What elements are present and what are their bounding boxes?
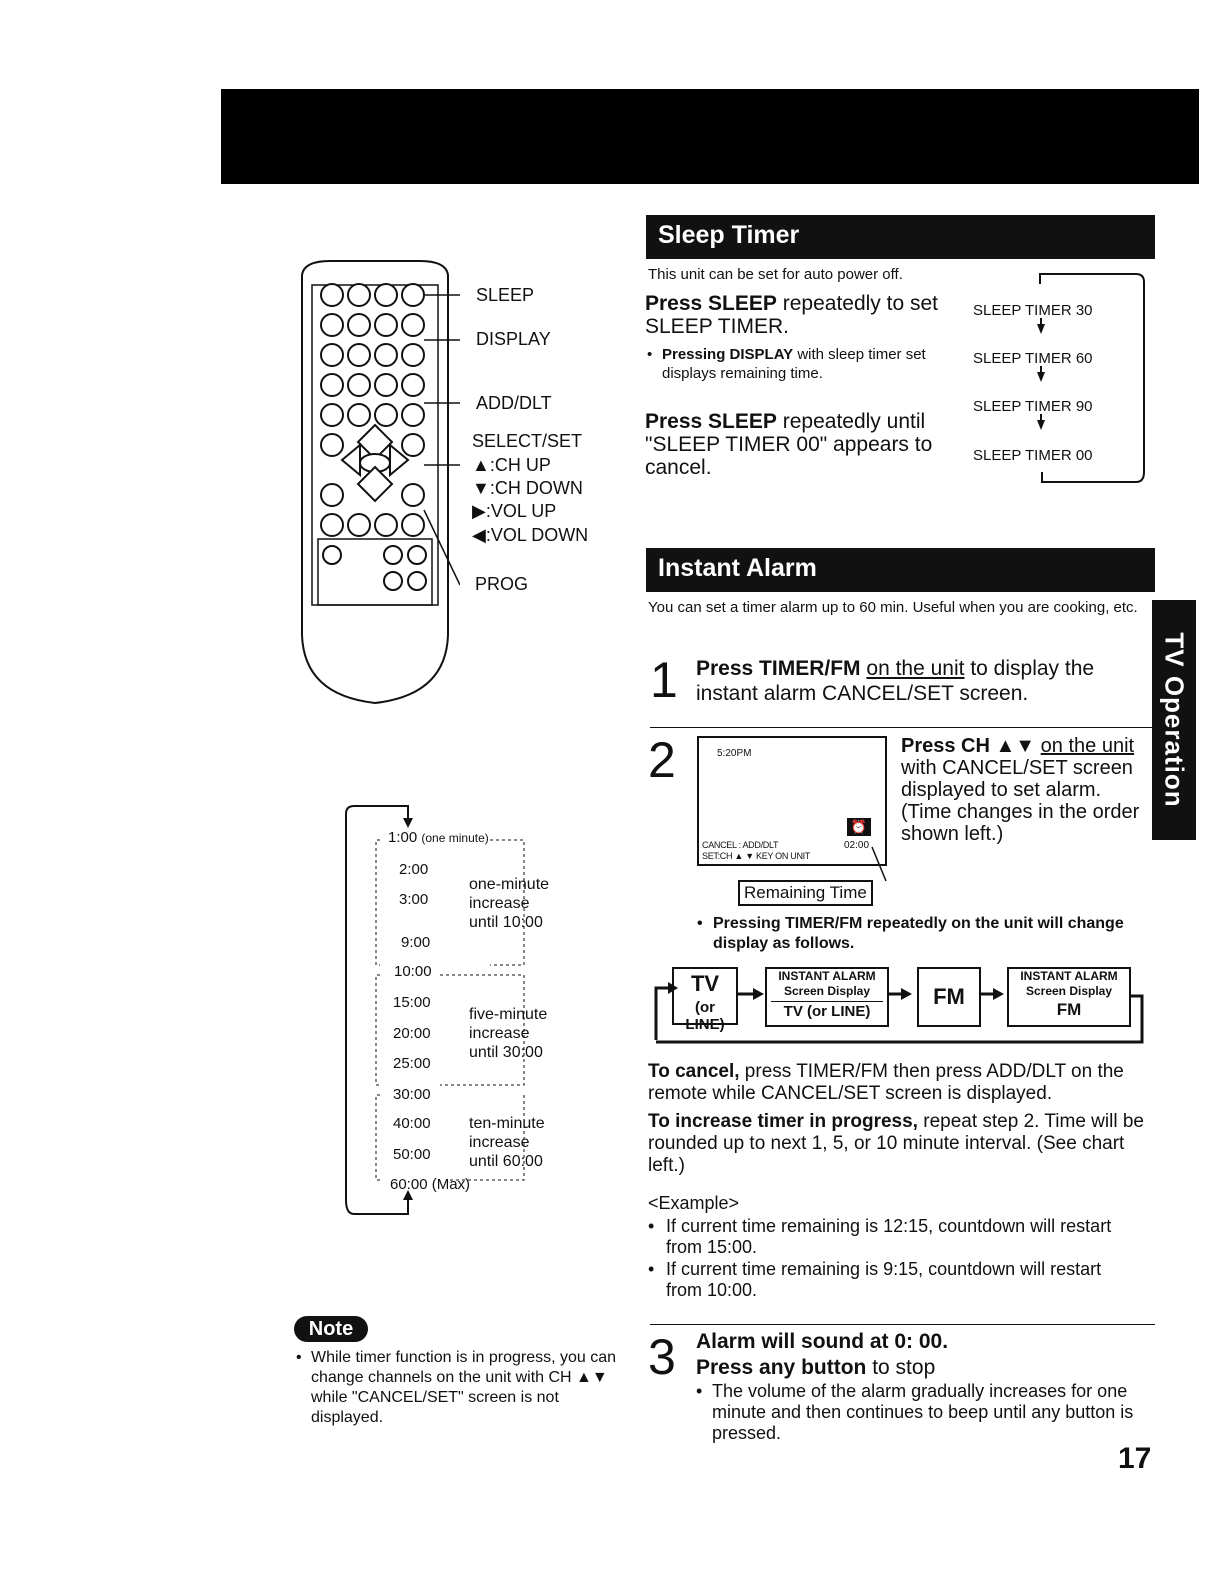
remaining-time-label: Remaining Time — [738, 880, 873, 906]
sleep-timer-intro: This unit can be set for auto power off. — [648, 266, 903, 283]
page-number: 17 — [1118, 1442, 1152, 1475]
step-3-heading: Alarm will sound at 0: 00. — [696, 1330, 949, 1353]
chart-group-five-minute: five-minute increase until 30:00 — [469, 1006, 548, 1061]
header-banner — [221, 89, 1199, 184]
step-1-text: Press TIMER/FM on the unit to display the instant alarm CANCEL/SET screen. — [696, 657, 1095, 705]
screen-set-line: SET:CH ▲ ▼ KEY ON UNIT — [702, 851, 811, 861]
sleep-timer-heading: Sleep Timer — [646, 215, 1155, 259]
remaining-pointer — [860, 845, 900, 885]
step-3-bullet: • The volume of the alarm gradually increases for one minute and then continues to beep until any button is pressed. — [696, 1381, 1134, 1443]
left-triangle-icon: ◀ — [472, 525, 486, 545]
label-ch-up: ▲:CH UP — [472, 455, 551, 475]
step-1-number: 1 — [650, 652, 678, 708]
sleep-seq-60: SLEEP TIMER 60 — [973, 350, 1093, 367]
flow-tv-box: TV (or LINE) — [672, 967, 738, 1025]
example-1: • If current time remaining is 12:15, countdown will restart from 15:00. — [648, 1216, 1112, 1257]
step-3-press: Press any button to stop — [696, 1356, 936, 1379]
cancel-instructions: To cancel, press TIMER/FM then press ADD/DLT on the remote while CANCEL/SET screen is displayed. — [648, 1061, 1124, 1104]
right-triangle-icon: ▶ — [472, 501, 486, 521]
instant-alarm-heading: Instant Alarm — [646, 548, 1155, 592]
step-3-number: 3 — [648, 1329, 676, 1385]
example-2: • If current time remaining is 9:15, countdown will restart from 10:00. — [648, 1259, 1102, 1300]
screen-remaining-value: 02:00 — [844, 840, 870, 851]
down-triangle-icon: ▼ — [472, 478, 490, 498]
pressing-timer-note: • Pressing TIMER/FM repeatedly on the unit will change display as follows. — [697, 915, 1124, 952]
flow-fm-box: FM — [917, 967, 981, 1027]
label-ch-down: ▼:CH DOWN — [472, 478, 583, 498]
chart-group-one-minute: one-minute increase until 10:00 — [469, 876, 550, 931]
up-triangle-icon: ▲ — [472, 455, 490, 475]
chart-group-ten-minute: ten-minute increase until 60:00 — [469, 1115, 545, 1170]
note-text: • While timer function is in progress, you can change channels on the unit with CH ▲▼ while "CANCEL/SET" screen is not displayed. — [296, 1349, 617, 1426]
chart-time-40: 40:00 — [393, 1115, 431, 1132]
label-add-dlt: ADD/DLT — [476, 393, 552, 413]
tv-operation-side-tab: TV Operation — [1152, 600, 1196, 840]
label-display: DISPLAY — [476, 329, 551, 349]
label-prog: PROG — [475, 574, 529, 594]
remote-control-illustration — [290, 255, 460, 710]
step-2-text: Press CH ▲▼ on the unit with CANCEL/SET screen displayed to set alarm. (Time changes in the order shown left.) — [901, 735, 1140, 845]
label-vol-up: ▶:VOL UP — [472, 501, 557, 521]
sleep-seq-90: SLEEP TIMER 90 — [973, 398, 1093, 415]
screen-cancel-line: CANCEL : ADD/DLT — [702, 840, 779, 850]
chart-time-15: 15:00 — [393, 994, 431, 1011]
increase-instructions: To increase timer in progress, repeat step 2. Time will be rounded up to next 1, 5, or 10 minute interval. (See chart left.) — [648, 1111, 1144, 1176]
flow-alarm-tv-box: INSTANT ALARM Screen Display TV (or LINE) — [765, 967, 889, 1027]
chart-time-9: 9:00 — [401, 934, 431, 951]
screen-time: 5:20PM — [717, 748, 752, 759]
flow-alarm-fm-box: INSTANT ALARM Screen Display FM — [1007, 967, 1131, 1027]
label-sleep: SLEEP — [476, 285, 535, 305]
example-label: <Example> — [648, 1193, 740, 1213]
chart-time-3: 3:00 — [399, 891, 429, 908]
note-badge: Note — [294, 1316, 368, 1342]
sleep-seq-00: SLEEP TIMER 00 — [973, 447, 1093, 464]
label-vol-down: ◀:VOL DOWN — [472, 525, 589, 545]
chart-time-2: 2:00 — [399, 861, 429, 878]
instant-alarm-intro: You can set a timer alarm up to 60 min. Useful when you are cooking, etc. — [648, 599, 1138, 616]
divider-1 — [650, 727, 1155, 728]
sleep-seq-30: SLEEP TIMER 30 — [973, 302, 1093, 319]
step-2-number: 2 — [648, 732, 676, 788]
chart-time-60: 60:00 (Max) — [390, 1176, 471, 1193]
sleep-timer-step1: Press SLEEP repeatedly to set SLEEP TIMER. — [645, 292, 939, 338]
sleep-timer-step2: Press SLEEP repeatedly until "SLEEP TIMER 00" appears to cancel. — [645, 410, 933, 479]
chart-time-1: 1:00 (one minute) — [388, 829, 489, 846]
alarm-clock-icon: ⏰ — [847, 818, 871, 836]
chart-time-30: 30:00 — [393, 1086, 431, 1103]
sleep-timer-bullet: • Pressing DISPLAY with sleep timer set displays remaining time. — [647, 346, 926, 382]
divider-2 — [650, 1324, 1155, 1325]
label-select-set: SELECT/SET — [472, 431, 583, 451]
chart-time-50: 50:00 — [393, 1146, 431, 1163]
chart-time-25: 25:00 — [393, 1055, 431, 1072]
chart-time-10: 10:00 — [394, 963, 432, 980]
chart-time-20: 20:00 — [393, 1025, 431, 1042]
tv-screen-illustration — [697, 736, 887, 866]
